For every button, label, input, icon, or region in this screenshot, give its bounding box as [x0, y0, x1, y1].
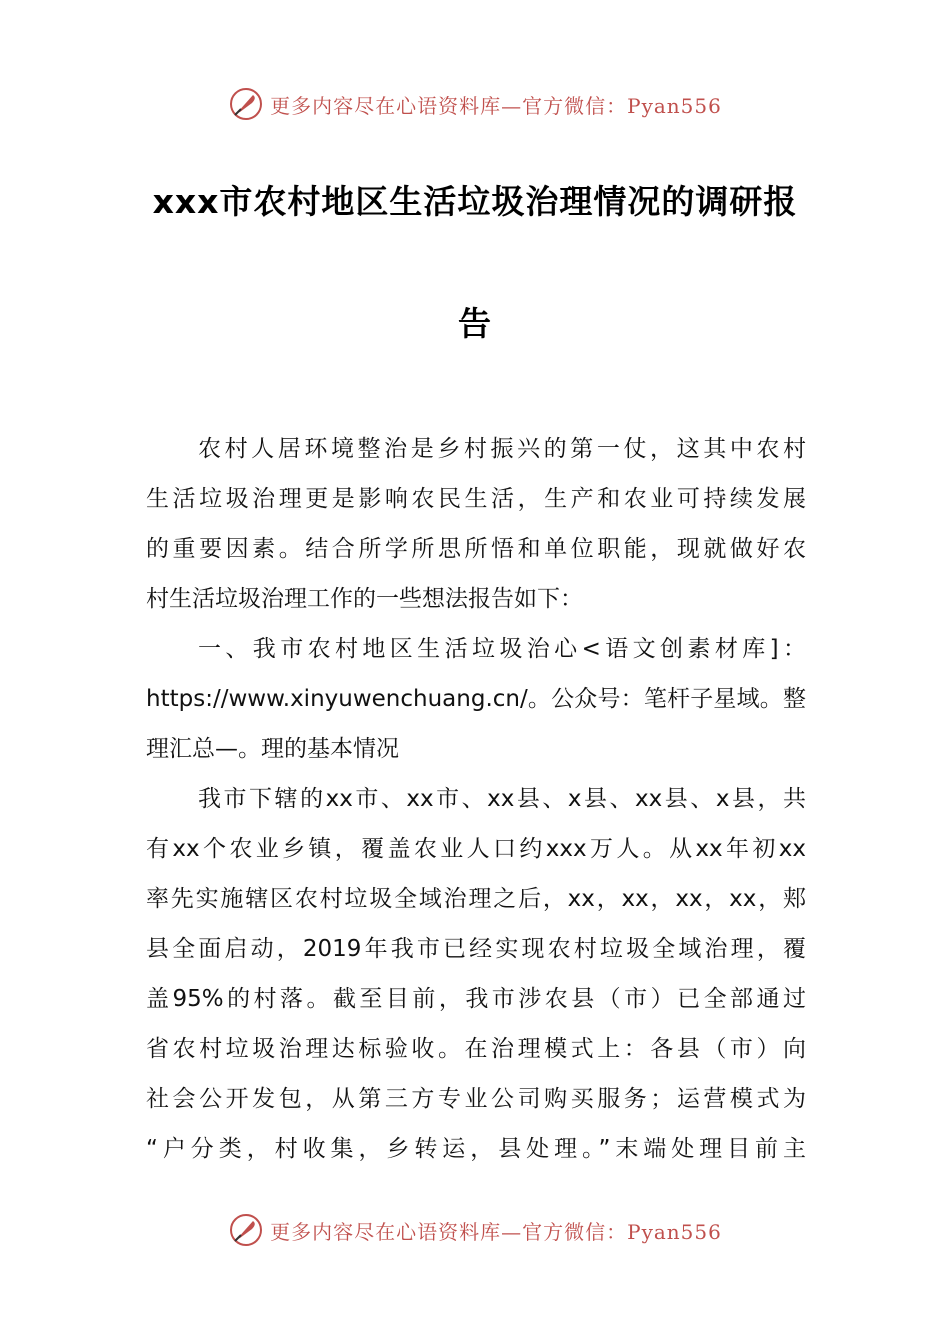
paragraph-line: 生活垃圾治理更是影响农民生活，生产和农业可持续发展	[146, 486, 806, 512]
paragraph-line: 社会公开发包，从第三方专业公司购买服务；运营模式为	[146, 1086, 806, 1112]
paragraph-line: 农村人居环境整治是乡村振兴的第一仗，这其中农村	[198, 436, 806, 462]
paragraph-line: 率先实施辖区农村垃圾全域治理之后，xx，xx，xx，xx，郏	[146, 886, 807, 912]
paragraph-line: 省农村垃圾治理达标验收。在治理模式上：各县（市）向	[146, 1036, 806, 1062]
section-heading-line: 一、我市农村地区生活垃圾治心<语文创素材库]：	[198, 636, 806, 662]
paragraph-line: https://www.xinyuwenchuang.cn/。公众号：笔杆子星域。整	[146, 686, 806, 712]
watermark-text: 更多内容尽在心语资料库—官方微信：Pyan556	[270, 1219, 722, 1244]
header-watermark	[0, 82, 950, 126]
feather-pen-logo-icon	[228, 86, 264, 122]
document-title: xxx市农村地区生活垃圾治理情况的调研报	[152, 182, 798, 221]
paragraph-line: 村生活垃圾治理工作的一些想法报告如下：	[146, 586, 583, 612]
paragraph-line: “户分类，村收集，乡转运，县处理。”末端处理目前主	[146, 1136, 806, 1162]
paragraph-line: 我市下辖的xx市、xx市、xx县、x县、xx县、x县，共	[198, 786, 806, 812]
watermark-text: 更多内容尽在心语资料库—官方微信：Pyan556	[270, 93, 722, 118]
paragraph-line: 有xx个农业乡镇，覆盖农业人口约xxx万人。从xx年初xx	[146, 836, 806, 862]
document-title-continued: 告	[458, 304, 492, 343]
footer-watermark	[0, 1208, 950, 1252]
paragraph-line: 县全面启动，2019年我市已经实现农村垃圾全域治理，覆	[146, 936, 806, 962]
feather-pen-logo-icon	[228, 1212, 264, 1248]
paragraph-line: 理汇总—。理的基本情况	[146, 736, 399, 762]
paragraph-line: 盖95%的村落。截至目前，我市涉农县（市）已全部通过	[146, 986, 806, 1012]
paragraph-line: 的重要因素。结合所学所思所悟和单位职能，现就做好农	[146, 536, 806, 562]
